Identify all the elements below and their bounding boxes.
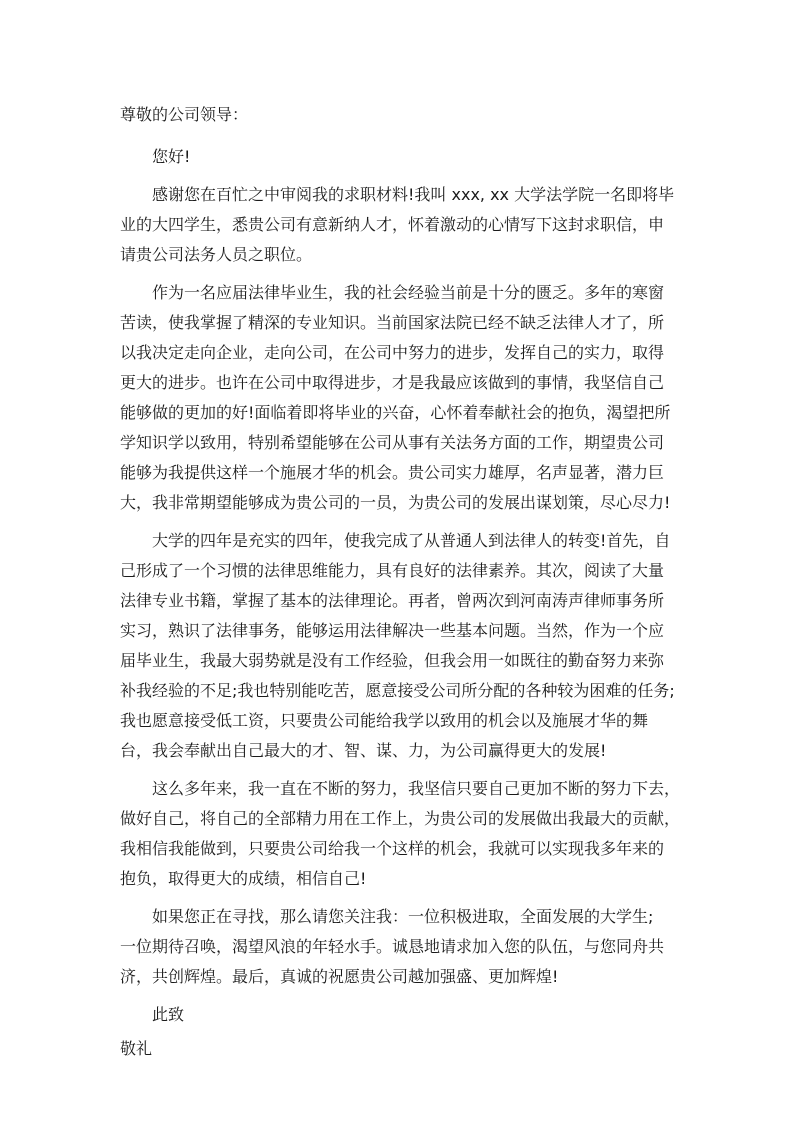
paragraph-line: 学知识学以致用，特别希望能够在公司从事有关法务方面的工作，期望贵公司 xyxy=(120,433,665,452)
paragraph-5 xyxy=(120,902,668,992)
paragraph-line: 感谢您在百忙之中审阅我的求职材料!我叫 xxx, xx 大学法学院一名即将毕 xyxy=(152,185,675,204)
paragraph-line: 己形成了一个习惯的法律思维能力，具有良好的法律素养。其次，阅读了大量 xyxy=(120,561,665,580)
paragraph-line: 能够为我提供这样一个施展才华的机会。贵公司实力雄厚，名声显著，潜力巨 xyxy=(120,463,665,482)
paragraph-1 xyxy=(120,180,675,270)
paragraph-line: 更大的进步。也许在公司中取得进步，才是我最应该做到的事情，我坚信自己 xyxy=(120,373,665,392)
paragraph-4 xyxy=(120,774,681,894)
greeting: 您好! xyxy=(152,147,191,166)
salutation: 尊敬的公司领导： xyxy=(120,105,249,124)
paragraph-line: 台，我会奉献出自己最大的才、智、谋、力，为公司赢得更大的发展! xyxy=(120,741,607,760)
paragraph-line: 补我经验的不足;我也特别能吃苦，愿意接受公司所分配的各种较为困难的任务; xyxy=(120,681,675,700)
paragraph-line: 我相信我能做到，只要贵公司给我一个这样的机会，我就可以实现我多年来的 xyxy=(120,839,665,858)
paragraph-3 xyxy=(120,526,675,766)
paragraph-line: 法律专业书籍，掌握了基本的法律理论。再者，曾两次到河南涛声律师事务所 xyxy=(120,591,665,610)
paragraph-line: 苦读，使我掌握了精深的专业知识。当前国家法院已经不缺乏法律人才了，所 xyxy=(120,313,665,332)
paragraph-line: 做好自己，将自己的全部精力用在工作上，为贵公司的发展做出我最大的贡献， xyxy=(120,809,681,828)
paragraph-line: 大学的四年是充实的四年，使我完成了从普通人到法律人的转变!首先，自 xyxy=(152,531,671,550)
paragraph-line: 以我决定走向企业，走向公司，在公司中努力的进步，发挥自己的实力，取得 xyxy=(120,343,665,362)
paragraph-line: 这么多年来，我一直在不断的努力，我坚信只要自己更加不断的努力下去， xyxy=(152,779,681,798)
paragraph-2 xyxy=(120,278,671,518)
paragraph-line: 大，我非常期望能够成为贵公司的一员，为贵公司的发展出谋划策，尽心尽力! xyxy=(120,493,671,512)
paragraph-line: 抱负，取得更大的成绩，相信自己! xyxy=(120,869,367,888)
paragraph-line: 请贵公司法务人员之职位。 xyxy=(120,245,313,264)
closing: 此致 xyxy=(152,1005,185,1024)
paragraph-line: 实习，熟识了法律事务，能够运用法律解决一些基本问题。当然，作为一个应 xyxy=(120,621,665,640)
paragraph-line: 济，共创辉煌。最后，真诚的祝愿贵公司越加强盛、更加辉煌! xyxy=(120,967,559,986)
cover-letter xyxy=(120,100,681,1064)
paragraph-line: 能够做的更加的好!面临着即将毕业的兴奋，心怀着奉献社会的抱负，渴望把所 xyxy=(120,403,671,422)
paragraph-line: 届毕业生，我最大弱势就是没有工作经验，但我会用一如既往的勤奋努力来弥 xyxy=(120,651,665,670)
paragraph-line: 业的大四学生，悉贵公司有意新纳人才，怀着激动的心情写下这封求职信，申 xyxy=(120,215,665,234)
paragraph-line: 作为一名应届法律毕业生，我的社会经验当前是十分的匮乏。多年的寒窗 xyxy=(152,283,665,302)
paragraph-line: 我也愿意接受低工资，只要贵公司能给我学以致用的机会以及施展才华的舞 xyxy=(120,711,649,730)
paragraph-line: 如果您正在寻找，那么请您关注我：一位积极进取，全面发展的大学生; xyxy=(152,907,654,926)
paragraph-line: 一位期待召唤，渴望风浪的年轻水手。诚恳地请求加入您的队伍，与您同舟共 xyxy=(120,937,665,956)
regards: 敬礼 xyxy=(120,1039,153,1058)
